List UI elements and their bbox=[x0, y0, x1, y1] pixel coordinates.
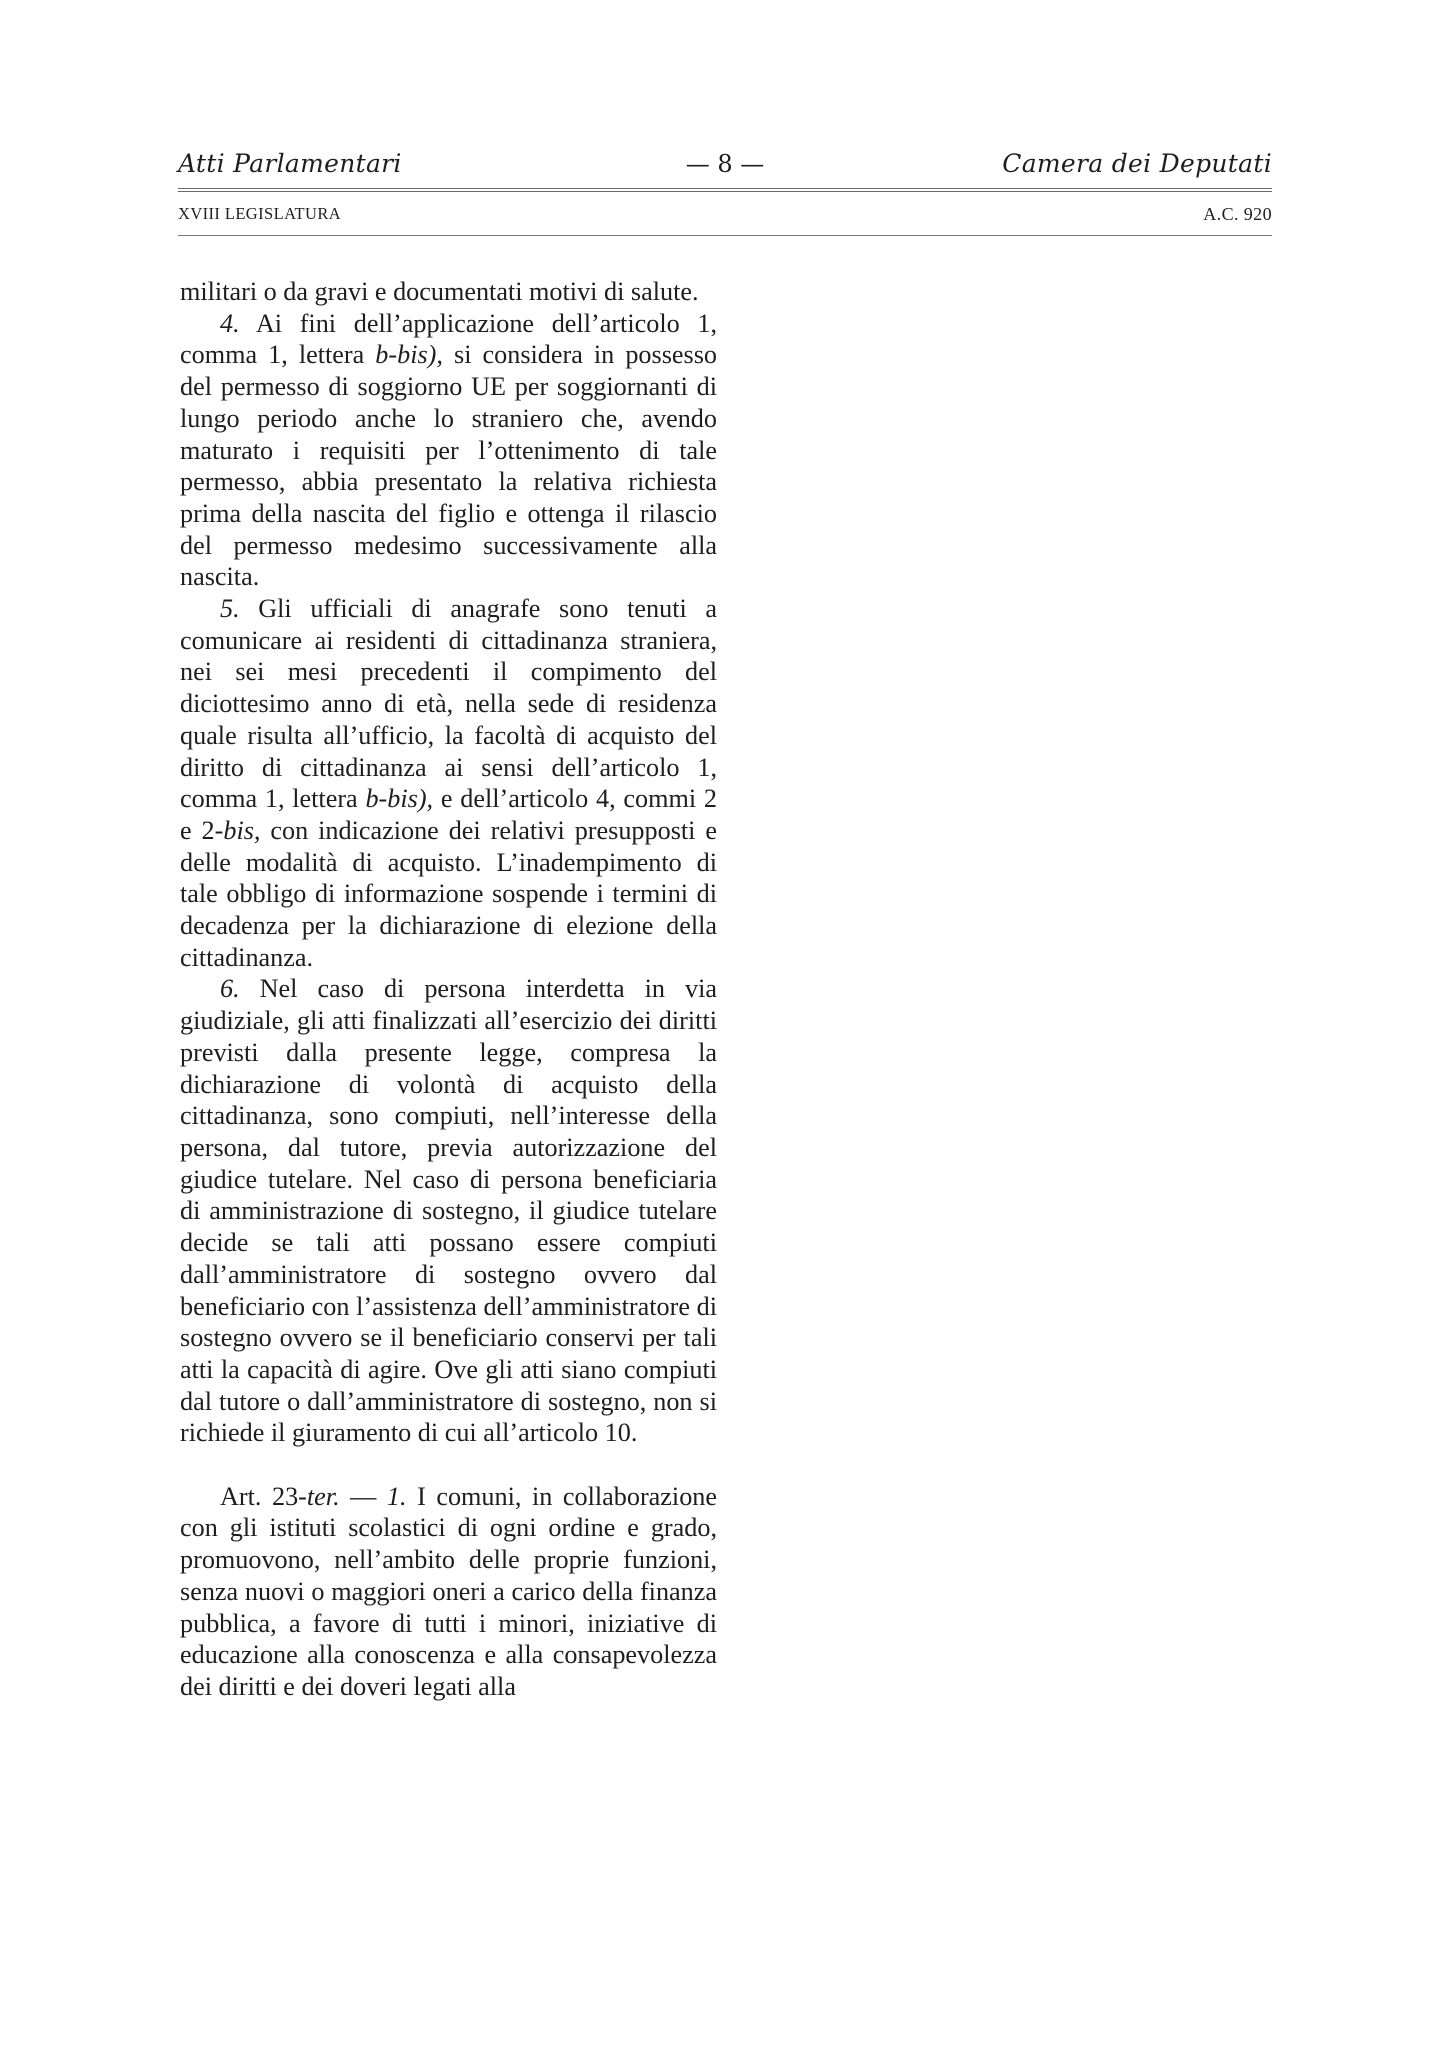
page-number: — 8 — bbox=[685, 150, 765, 178]
running-subheader bbox=[178, 202, 1272, 226]
paragraph-text: con indicazione dei relativi presupposti e delle modalità di acquisto. L’inadempimento di tale obbligo di informazione sospende i termini di decadenza per la dichiarazione di elezione della cittadinanza. bbox=[180, 815, 717, 972]
paragraph-number: 4. bbox=[220, 308, 240, 338]
article-dash: — bbox=[339, 1481, 387, 1511]
body-text-column bbox=[180, 276, 717, 1703]
header-legislature: XVIII LEGISLATURA bbox=[178, 204, 342, 223]
paragraph-comma-4 bbox=[180, 308, 717, 593]
paragraph-text: Gli ufficiali di anagrafe sono tenuti a comunicare ai residenti di cittadinanza straniera, nei sei mesi precedenti il compimento del diciottesimo anno di età, nella sede di residenza quale risulta all’ufficio, la facoltà di acquisto del diritto di cittadinanza ai sensi dell’articolo 1, comma 1, lettera bbox=[180, 594, 717, 814]
paragraph-text: Ai fini dell’applicazione dell’articolo 1, comma 1, lettera bbox=[180, 308, 717, 370]
header-act-number: A.C. 920 bbox=[1203, 204, 1272, 224]
header-single-rule bbox=[178, 235, 1272, 236]
article-label: Art. 23- bbox=[220, 1481, 307, 1511]
paragraph-text: si considera in possesso del permesso di soggiorno UE per soggiornanti di lungo periodo anche lo straniero che, avendo maturato i requisiti per l’ottenimento di tale permesso, abbia presentato la relativa richiesta prima della nascita del figlio e ottenga il rilascio del permesso medesimo successivamente alla nascita. bbox=[180, 340, 717, 592]
header-chamber: Camera dei Deputati bbox=[1002, 149, 1272, 178]
paragraph-continuation: militari o da gravi e documentati motivi di salute. bbox=[180, 277, 699, 306]
paragraph-text: I comuni, in collaborazione con gli istituti scolastici di ogni ordine e grado, promuovono, nell’ambito delle proprie funzioni, senza nuovi o maggiori oneri a carico della finanza pubblica, a favore di tutti i minori, iniziative di educazione alla conoscenza e alla consapevolezza dei diritti e dei doveri legati alla bbox=[180, 1481, 718, 1701]
header-publication: Atti Parlamentari bbox=[178, 149, 402, 178]
paragraph-number: 5. bbox=[220, 594, 240, 624]
header-double-rule bbox=[178, 188, 1272, 192]
running-header bbox=[178, 146, 1272, 182]
paragraph-italic-ref: bis, bbox=[223, 815, 261, 845]
paragraph-comma-6 bbox=[180, 973, 717, 1449]
paragraph-number: 1. bbox=[386, 1481, 407, 1511]
paragraph-text: e dell’articolo 4, commi 2 e 2- bbox=[180, 784, 718, 845]
article-23-ter bbox=[180, 1481, 717, 1703]
paragraph-text: Nel caso di persona interdetta in via giudiziale, gli atti finalizzati all’esercizio dei diritti previsti dalla presente legge, compresa la dichiarazione di volontà di acquisto della cittadinanza, sono compiuti, nell’interesse della persona, dal tutore, previa autorizzazione del giudice tutelare. Nel caso di persona beneficiaria di amministrazione di sostegno, il giudice tutelare decide se tali atti possano essere compiuti dall’amministratore di sostegno ovvero dal beneficiario con l’assistenza dell’amministratore di sostegno ovvero se il beneficiario conservi per tali atti la capacità di agire. Ove gli atti siano compiuti dal tutore o dall’amministratore di sostegno, non si richiede il giuramento di cui all’articolo 10. bbox=[180, 974, 717, 1448]
paragraph-comma-5 bbox=[180, 593, 717, 973]
article-label-italic: ter. bbox=[306, 1481, 340, 1511]
paragraph-italic-ref: b-bis), bbox=[375, 340, 443, 370]
paragraph-italic-ref: b-bis), bbox=[365, 784, 434, 814]
paragraph-number: 6. bbox=[220, 974, 240, 1004]
